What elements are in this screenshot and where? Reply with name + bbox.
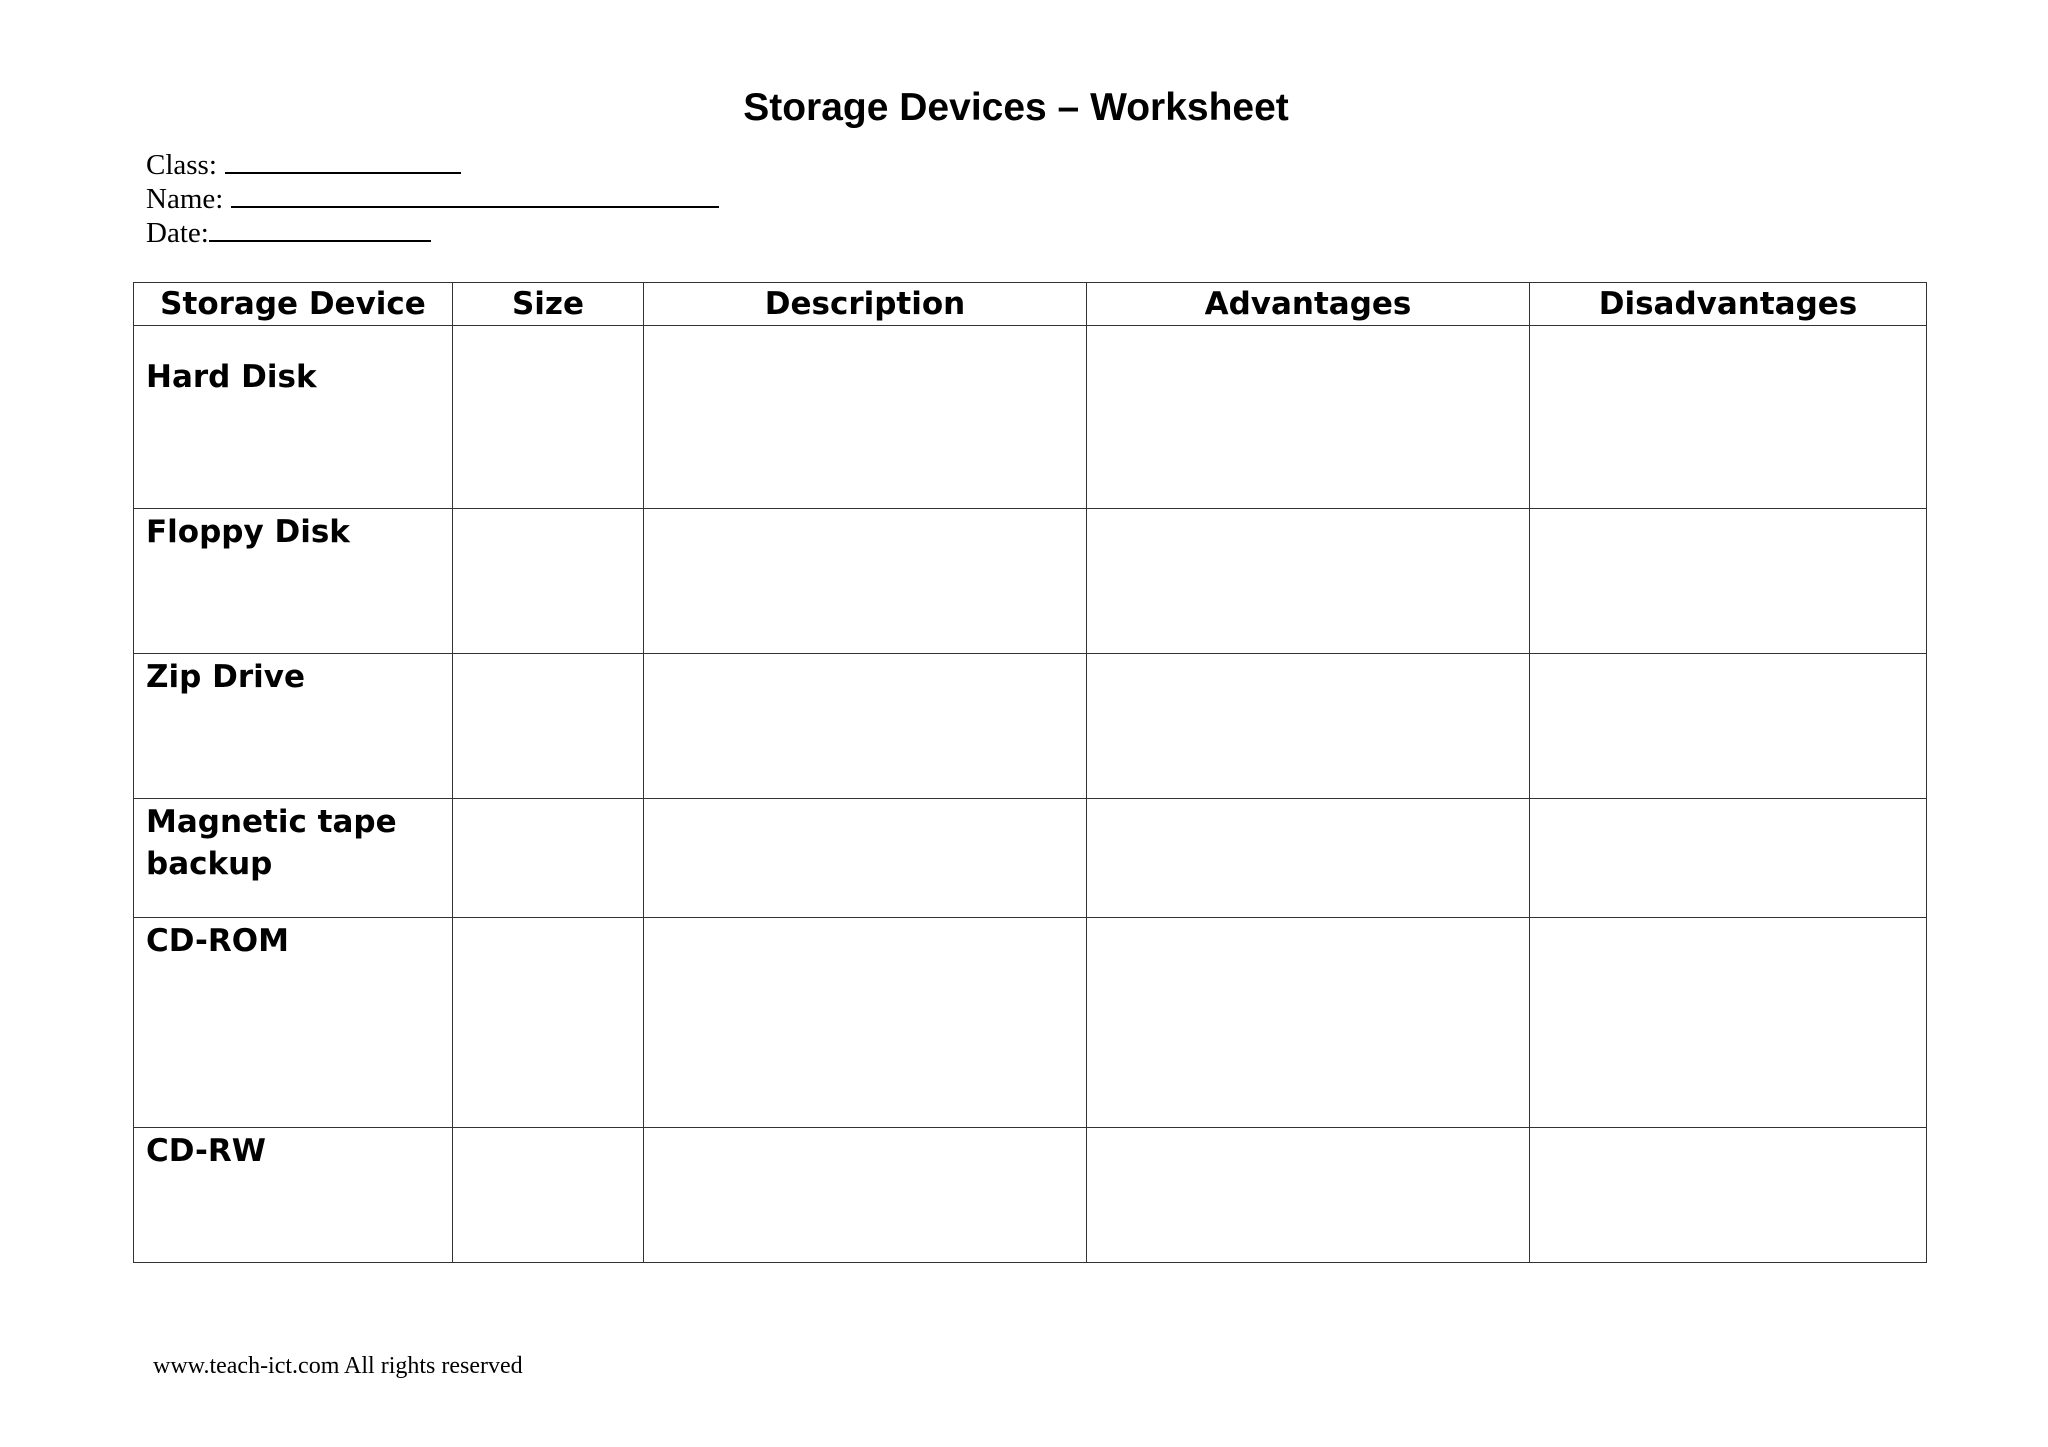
table-row xyxy=(134,509,1927,654)
advantages-cell[interactable] xyxy=(1087,509,1530,654)
description-cell[interactable] xyxy=(644,918,1087,1128)
size-cell[interactable] xyxy=(453,799,644,918)
disadvantages-cell[interactable] xyxy=(1530,509,1927,654)
disadvantages-cell[interactable] xyxy=(1530,326,1927,509)
date-field xyxy=(146,216,719,250)
class-field xyxy=(146,148,719,182)
name-blank-line[interactable] xyxy=(231,182,719,208)
advantages-cell[interactable] xyxy=(1087,654,1530,799)
device-cell: CD-RW xyxy=(134,1128,453,1263)
advantages-cell[interactable] xyxy=(1087,799,1530,918)
device-cell: Hard Disk xyxy=(134,326,453,509)
table-row xyxy=(134,326,1927,509)
advantages-cell[interactable] xyxy=(1087,326,1530,509)
table-row xyxy=(134,1128,1927,1263)
disadvantages-cell[interactable] xyxy=(1530,918,1927,1128)
disadvantages-cell[interactable] xyxy=(1530,1128,1927,1263)
advantages-cell[interactable] xyxy=(1087,918,1530,1128)
description-cell[interactable] xyxy=(644,326,1087,509)
description-cell[interactable] xyxy=(644,509,1087,654)
device-cell: CD-ROM xyxy=(134,918,453,1128)
name-field xyxy=(146,182,719,216)
description-cell[interactable] xyxy=(644,799,1087,918)
date-blank-line[interactable] xyxy=(209,216,431,242)
header-storage-device: Storage Device xyxy=(134,283,453,326)
description-cell[interactable] xyxy=(644,654,1087,799)
student-fields xyxy=(146,148,719,250)
size-cell[interactable] xyxy=(453,1128,644,1263)
name-label: Name: xyxy=(146,183,224,215)
device-cell: Zip Drive xyxy=(134,654,453,799)
size-cell[interactable] xyxy=(453,509,644,654)
table-row xyxy=(134,799,1927,918)
size-cell[interactable] xyxy=(453,918,644,1128)
size-cell[interactable] xyxy=(453,654,644,799)
disadvantages-cell[interactable] xyxy=(1530,654,1927,799)
device-cell: Floppy Disk xyxy=(134,509,453,654)
class-blank-line[interactable] xyxy=(225,148,461,174)
header-disadvantages: Disadvantages xyxy=(1530,283,1927,326)
header-advantages: Advantages xyxy=(1087,283,1530,326)
table-row xyxy=(134,654,1927,799)
date-label: Date: xyxy=(146,217,209,249)
disadvantages-cell[interactable] xyxy=(1530,799,1927,918)
table-row xyxy=(134,918,1927,1128)
device-cell: Magnetic tape backup xyxy=(134,799,453,918)
class-label: Class: xyxy=(146,149,217,181)
advantages-cell[interactable] xyxy=(1087,1128,1530,1263)
storage-devices-table xyxy=(133,282,1927,1263)
size-cell[interactable] xyxy=(453,326,644,509)
header-description: Description xyxy=(644,283,1087,326)
header-size: Size xyxy=(453,283,644,326)
worksheet-title: Storage Devices – Worksheet xyxy=(743,86,1289,129)
description-cell[interactable] xyxy=(644,1128,1087,1263)
header-row xyxy=(134,283,1927,326)
copyright-footer: www.teach-ict.com All rights reserved xyxy=(153,1353,523,1379)
